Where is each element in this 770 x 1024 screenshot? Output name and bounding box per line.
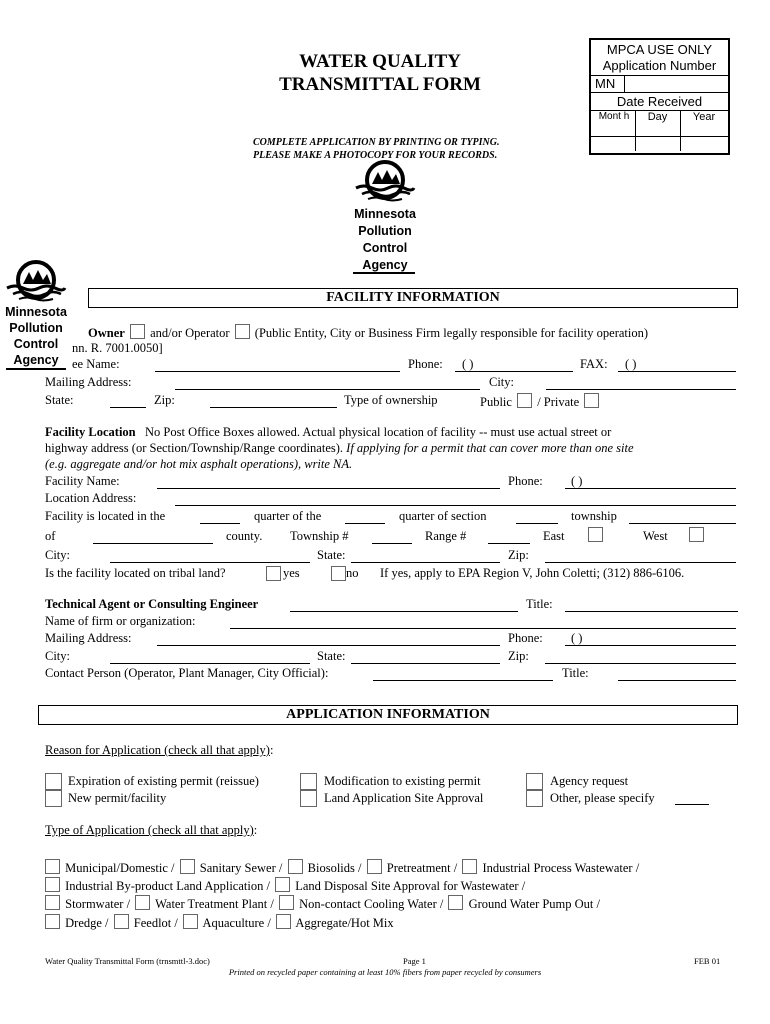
- contact-person-label: Contact Person (Operator, Plant Manager, City Official):: [45, 666, 329, 680]
- tribal-no-checkbox[interactable]: [331, 566, 346, 581]
- tribal-no-label: no: [346, 566, 359, 580]
- facility-name-field[interactable]: [157, 488, 500, 489]
- reason-heading-row: [45, 743, 273, 758]
- location-zip-field[interactable]: [545, 562, 736, 563]
- facility-name-label: Facility Name:: [45, 474, 120, 488]
- fax-paren: ( ): [625, 357, 637, 371]
- type-sep: /: [453, 861, 458, 875]
- application-number-label: Application Number: [602, 58, 717, 73]
- agent-state-label: State:: [317, 649, 346, 663]
- application-section-title: APPLICATION INFORMATION: [286, 707, 490, 722]
- agent-mailing-field[interactable]: [157, 645, 500, 646]
- logo-text-center: [340, 206, 430, 274]
- agent-name-field[interactable]: [290, 611, 518, 612]
- type-checkbox-ground-water[interactable]: [448, 895, 463, 910]
- east-label: East: [543, 529, 565, 543]
- footer-right: FEB 01: [694, 956, 721, 966]
- township-label: township: [571, 509, 617, 523]
- logo-left-line-3: Control: [13, 337, 59, 351]
- type-sep: /: [278, 861, 283, 875]
- tribal-question: Is the facility located on tribal land?: [45, 566, 226, 580]
- type-checkbox-aggregate[interactable]: [276, 914, 291, 929]
- type-checkbox-feedlot[interactable]: [114, 914, 129, 929]
- form-title-line2: TRANSMITTAL FORM: [279, 74, 481, 95]
- logo-line-1: Minnesota: [354, 207, 416, 221]
- type-colon: :: [253, 823, 258, 837]
- reason-new-label: New permit/facility: [68, 791, 167, 805]
- logo-text-left: [0, 304, 72, 368]
- contact-title-field[interactable]: [618, 680, 736, 681]
- tribal-yes-checkbox[interactable]: [266, 566, 281, 581]
- reason-agency-request-label: Agency request: [550, 774, 629, 788]
- operator-checkbox[interactable]: [235, 324, 250, 339]
- type-row-3: [45, 895, 600, 912]
- mpca-logo-icon: [354, 158, 416, 204]
- mpca-use-only-label: MPCA USE ONLY: [606, 42, 713, 57]
- agent-mailing-label: Mailing Address:: [45, 631, 132, 645]
- type-row-1: [45, 859, 639, 876]
- type-checkbox-water-treatment[interactable]: [135, 895, 150, 910]
- west-checkbox[interactable]: [689, 527, 704, 542]
- logo-left-line-4: Agency: [13, 353, 59, 367]
- form-title-line1: WATER QUALITY: [299, 51, 461, 72]
- type-ground-water-label: Ground Water Pump Out: [468, 897, 594, 911]
- agent-phone-paren: ( ): [571, 631, 583, 645]
- agent-city-label: City:: [45, 649, 71, 663]
- agent-state-field[interactable]: [351, 663, 500, 664]
- permittee-name-field[interactable]: [155, 371, 400, 372]
- year-label: Year: [692, 111, 716, 123]
- location-address-label: Location Address:: [45, 491, 137, 505]
- quarter-field-1[interactable]: [200, 523, 240, 524]
- reason-other-label: Other, please specify: [550, 791, 655, 805]
- quarter-of-section-label: quarter of section: [399, 509, 487, 523]
- type-sep: /: [358, 861, 362, 875]
- type-checkbox-cooling-water[interactable]: [279, 895, 294, 910]
- type-aquaculture-label: Aquaculture: [202, 916, 265, 930]
- logo-line-4: Agency: [362, 258, 408, 272]
- mpca-use-only-box: [589, 38, 730, 155]
- location-city-field[interactable]: [110, 562, 310, 563]
- mn-label: MN: [595, 76, 616, 91]
- type-sep: /: [270, 897, 274, 911]
- type-sep: /: [126, 897, 131, 911]
- agent-heading: Technical Agent or Consulting Engineer: [45, 597, 259, 611]
- location-zip-label: Zip:: [508, 548, 529, 562]
- mpca-logo-icon-left: [5, 258, 67, 304]
- type-sep: /: [174, 916, 178, 930]
- location-phone-paren: ( ): [571, 474, 583, 488]
- date-received-label: Date Received: [616, 94, 703, 109]
- west-label: West: [643, 529, 668, 543]
- location-state-label: State:: [317, 548, 346, 562]
- type-sep: /: [635, 861, 640, 875]
- type-biosolids-label: Biosolids: [307, 861, 355, 875]
- type-stormwater-label: Stormwater: [65, 897, 124, 911]
- type-checkbox-industrial-process[interactable]: [462, 859, 477, 874]
- mailing-address-field[interactable]: [175, 389, 480, 390]
- owner-checkbox[interactable]: [130, 324, 145, 339]
- quarter-field-2[interactable]: [345, 523, 385, 524]
- type-pretreatment-label: Pretreatment: [386, 861, 451, 875]
- type-sep: /: [521, 879, 526, 893]
- footer-recycled: Printed on recycled paper containing at least 10% fibers from paper recycled by consumers: [228, 967, 542, 977]
- type-sep: /: [267, 916, 271, 930]
- phone-paren: ( ): [462, 357, 474, 371]
- owner-description: (Public Entity, City or Business Firm legally responsible for facility operation): [254, 326, 649, 340]
- reason-colon: :: [269, 743, 274, 757]
- type-checkbox-land-disposal[interactable]: [275, 877, 290, 892]
- location-text2a: highway address (or Section/Township/Range coordinates).: [45, 441, 344, 455]
- township-name-field[interactable]: [629, 523, 736, 524]
- logo-line-3: Control: [362, 241, 408, 255]
- mailing-address-label: Mailing Address:: [45, 375, 132, 389]
- fax-field[interactable]: [618, 371, 736, 372]
- footer-page: Page 1: [403, 956, 426, 966]
- reason-other-field[interactable]: [675, 804, 709, 805]
- state-field[interactable]: [110, 407, 146, 408]
- reason-modification-label: Modification to existing permit: [324, 774, 481, 788]
- type-row-2: [45, 877, 525, 894]
- township-num-field[interactable]: [372, 543, 412, 544]
- location-text-line1: [45, 425, 611, 440]
- footer-left: Water Quality Transmittal Form (trnsmttl-3.doc): [45, 956, 210, 966]
- rule-reference: nn. R. 7001.0050]: [72, 341, 163, 355]
- type-heading: Type of Application (check all that apply): [45, 823, 254, 837]
- reason-checkbox-other[interactable]: [526, 790, 543, 807]
- type-checkbox-aquaculture[interactable]: [183, 914, 198, 929]
- location-phone-label: Phone:: [508, 474, 543, 488]
- location-phone-field[interactable]: [565, 488, 736, 489]
- type-sep: /: [439, 897, 444, 911]
- section-field[interactable]: [516, 523, 558, 524]
- permittee-name-label: ee Name:: [72, 357, 120, 371]
- location-text-line2: [45, 441, 634, 456]
- facility-section-title: FACILITY INFORMATION: [326, 290, 500, 305]
- agent-title-field[interactable]: [565, 611, 738, 612]
- owner-row: [88, 324, 648, 341]
- agent-zip-field[interactable]: [545, 663, 736, 664]
- instruction-1: COMPLETE APPLICATION BY PRINTING OR TYPING.: [253, 137, 500, 148]
- type-checkbox-pretreatment[interactable]: [367, 859, 382, 874]
- zip-field[interactable]: [210, 407, 337, 408]
- type-checkbox-biosolids[interactable]: [288, 859, 303, 874]
- type-feedlot-label: Feedlot: [133, 916, 172, 930]
- agent-phone-label: Phone:: [508, 631, 543, 645]
- owner-label: Owner: [88, 326, 125, 340]
- range-num-label: Range #: [425, 529, 467, 543]
- day-label: Day: [647, 111, 668, 123]
- mpca-logo-left: [5, 258, 67, 309]
- reason-reissue-label: Expiration of existing permit (reissue): [68, 774, 259, 788]
- type-sep: /: [266, 879, 270, 893]
- type-row-4: [45, 914, 394, 931]
- public-label: Public: [480, 395, 512, 409]
- quarter-of-the-label: quarter of the: [254, 509, 322, 523]
- operator-label: and/or Operator: [150, 326, 230, 340]
- logo-line-2: Pollution: [358, 224, 412, 238]
- reason-checkbox-reissue[interactable]: [45, 773, 62, 790]
- reason-heading: Reason for Application (check all that apply): [45, 743, 270, 757]
- facility-section-header: [88, 288, 738, 308]
- type-aggregate-label: Aggregate/Hot Mix: [295, 916, 394, 930]
- ownership-label: Type of ownership: [344, 393, 438, 407]
- type-heading-row: [45, 823, 257, 838]
- agent-city-field[interactable]: [110, 663, 310, 664]
- location-heading: Facility Location: [45, 425, 136, 439]
- state-label: State:: [45, 393, 74, 407]
- location-state-field[interactable]: [351, 562, 500, 563]
- phone-label: Phone:: [408, 357, 443, 371]
- logo-left-line-2: Pollution: [9, 321, 63, 335]
- tribal-note: If yes, apply to EPA Region V, John Coletti; (312) 886-6106.: [380, 566, 685, 580]
- city-field[interactable]: [546, 389, 736, 390]
- type-sep: /: [105, 916, 109, 930]
- county-field[interactable]: [93, 543, 213, 544]
- location-text-line3: (e.g. aggregate and/or hot mix asphalt operations), write NA.: [45, 457, 353, 471]
- contact-title-label: Title:: [562, 666, 589, 680]
- agent-title-label: Title:: [526, 597, 553, 611]
- type-checkbox-stormwater[interactable]: [45, 895, 60, 910]
- type-sanitary-sewer-label: Sanitary Sewer: [199, 861, 276, 875]
- instruction-2: PLEASE MAKE A PHOTOCOPY FOR YOUR RECORDS.: [253, 150, 498, 161]
- agent-zip-label: Zip:: [508, 649, 529, 663]
- type-checkbox-dredge[interactable]: [45, 914, 60, 929]
- type-sep: /: [171, 861, 175, 875]
- township-num-label: Township #: [290, 529, 349, 543]
- type-sep: /: [596, 897, 601, 911]
- city-label: City:: [489, 375, 515, 389]
- private-checkbox[interactable]: [584, 393, 599, 408]
- reason-checkbox-modification[interactable]: [300, 773, 317, 790]
- reason-land-application-label: Land Application Site Approval: [324, 791, 484, 805]
- type-municipal-label: Municipal/Domestic: [65, 861, 168, 875]
- firm-field[interactable]: [230, 628, 736, 629]
- of-label: of: [45, 529, 56, 543]
- type-industrial-process-label: Industrial Process Wastewater: [482, 861, 633, 875]
- public-checkbox[interactable]: [517, 393, 532, 408]
- range-num-field[interactable]: [488, 543, 530, 544]
- fax-label: FAX:: [580, 357, 608, 371]
- type-water-treatment-label: Water Treatment Plant: [155, 897, 268, 911]
- reason-checkbox-land-application[interactable]: [300, 790, 317, 807]
- type-cooling-water-label: Non-contact Cooling Water: [299, 897, 437, 911]
- location-city-label: City:: [45, 548, 71, 562]
- public-private-row: [480, 393, 601, 410]
- reason-checkbox-agency-request[interactable]: [526, 773, 543, 790]
- location-address-field[interactable]: [175, 505, 736, 506]
- type-checkbox-industrial-byproduct[interactable]: [45, 877, 60, 892]
- month-label: Mont h: [598, 111, 630, 122]
- phone-field[interactable]: [455, 371, 573, 372]
- zip-label: Zip:: [154, 393, 175, 407]
- type-dredge-label: Dredge: [65, 916, 102, 930]
- firm-label: Name of firm or organization:: [45, 614, 196, 628]
- located-in-label: Facility is located in the: [45, 509, 166, 523]
- county-label: county.: [226, 529, 263, 543]
- application-section-header: [38, 705, 738, 725]
- private-label: / Private: [537, 395, 580, 409]
- agent-phone-field[interactable]: [565, 645, 736, 646]
- reason-checkbox-new[interactable]: [45, 790, 62, 807]
- type-land-disposal-label: Land Disposal Site Approval for Wastewater: [295, 879, 519, 893]
- contact-person-field[interactable]: [373, 680, 553, 681]
- logo-left-line-1: Minnesota: [5, 305, 67, 319]
- type-industrial-byproduct-label: Industrial By-product Land Application: [65, 879, 264, 893]
- location-text1: No Post Office Boxes allowed. Actual physical location of facility -- must use actual street or: [145, 425, 612, 439]
- mpca-logo-center: [354, 158, 416, 209]
- east-checkbox[interactable]: [588, 527, 603, 542]
- location-text2b: If applying for a permit that can cover more than one site: [346, 441, 634, 455]
- type-checkbox-municipal[interactable]: [45, 859, 60, 874]
- tribal-yes-label: yes: [283, 566, 300, 580]
- type-checkbox-sanitary-sewer[interactable]: [180, 859, 195, 874]
